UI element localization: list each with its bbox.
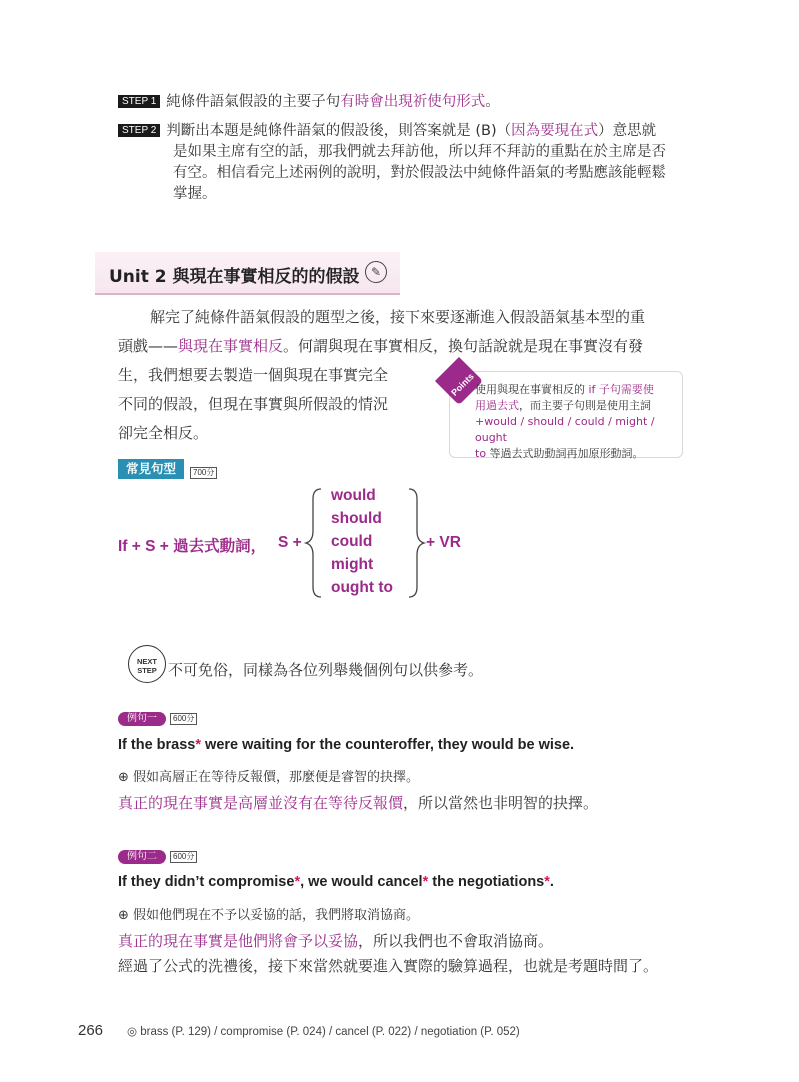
step-2-line-2: 是如果主席有空的話，那我們就去拜訪他，所以拜不拜訪的重點在於主席是否 xyxy=(173,144,666,160)
example-2-sentence-c: the negotiations xyxy=(428,874,545,890)
formula-subject: S + xyxy=(278,534,302,551)
example-1-truth-hl: 真正的現在事實是高層並沒有在等待反報價 xyxy=(118,794,404,812)
example-2-translation: ⊕ 假如他們現在不予以妥協的話，我們將取消協商。 xyxy=(118,908,420,923)
step-1-end: 。 xyxy=(485,94,500,110)
step-1-text: 純條件語氣假設的主要子句 xyxy=(166,94,341,110)
example-2-tag: 例句二 xyxy=(118,850,166,864)
step-2-text-a: 判斷出本題是純條件語氣的假設後，則答案就是 (B)（ xyxy=(166,123,512,139)
example-2-star-3: * xyxy=(544,874,550,890)
modal-ought-to: ought to xyxy=(331,579,393,596)
example-2-star-1: * xyxy=(294,874,301,890)
example-2-sentence-d: . xyxy=(549,874,554,890)
step-1-highlight: 有時會出現祈使句形式 xyxy=(340,94,486,110)
step-2-label: STEP 2 xyxy=(118,124,160,137)
page-number: 266 xyxy=(78,1022,104,1039)
step-2-block xyxy=(118,121,688,205)
example-1-truth-b: ，所以當然也非明智的抉擇。 xyxy=(403,794,599,812)
formula-verb: + VR xyxy=(426,534,461,551)
intro-line-5: 卻完全相反。 xyxy=(118,424,209,442)
example-2-score-badge: 600分 xyxy=(170,851,197,863)
intro-line-2-b: 。何謂與現在事實相反，換句話說就是現在事實沒有發 xyxy=(283,337,644,355)
example-2-truth xyxy=(118,930,553,951)
intro-highlight: 與現在事實相反 xyxy=(178,337,284,355)
points-box xyxy=(449,371,683,458)
intro-line-3: 生，我們想要去製造一個與現在事實完全 xyxy=(118,366,389,384)
example-1-tag: 例句一 xyxy=(118,712,166,726)
example-1-translation: ⊕ 假如高層正在等待反報價，那麼便是睿智的抉擇。 xyxy=(118,770,420,785)
left-brace-icon xyxy=(303,487,327,599)
step-2-text-b: ）意思就 xyxy=(598,123,657,139)
step-1-row xyxy=(118,92,693,113)
pattern-tag: 常見句型 xyxy=(118,459,184,479)
modal-might: might xyxy=(331,556,374,573)
unit-heading xyxy=(95,252,400,295)
example-2-truth-hl: 真正的現在事實是他們將會予以妥協 xyxy=(118,932,359,950)
points-line-1-hl: if 子句需要使 xyxy=(588,383,654,396)
next-step-icon-line-2: STEP xyxy=(137,666,157,675)
unit-title: Unit 2 與現在事實相反的的假設 xyxy=(109,267,360,287)
modal-would: would xyxy=(331,487,376,504)
next-step-text: 不可免俗，同樣為各位列舉幾個例句以供參考。 xyxy=(168,661,484,679)
example-2-truth-b: ，所以我們也不會取消協商。 xyxy=(358,932,554,950)
closing-text: 經過了公式的洗禮後，接下來當然就要進入實際的驗算過程，也就是考題時間了。 xyxy=(118,957,659,975)
points-line-2-b: ，而主要子句則是使用主詞 xyxy=(519,399,651,412)
points-line-3-hl: +would / should / could / might / ought xyxy=(475,415,655,444)
points-line-1-a: 使用與現在事實相反的 xyxy=(475,383,589,396)
pencil-icon: ✎ xyxy=(365,261,387,283)
example-1-sentence-b: were waiting for the counteroffer, they would be wise. xyxy=(201,737,575,753)
example-1-sentence xyxy=(118,737,574,753)
right-brace-icon xyxy=(403,487,427,599)
example-1-truth xyxy=(118,792,598,813)
step-2-line-4: 掌握。 xyxy=(173,186,217,202)
points-line-4-hl: to xyxy=(475,447,487,460)
points-text xyxy=(475,382,679,462)
points-line-2-hl: 用過去式 xyxy=(475,399,519,412)
intro-line-1: 解完了純條件語氣假設的題型之後，接下來要逐漸進入假設語氣基本型的重 xyxy=(150,308,646,326)
step-1-label: STEP 1 xyxy=(118,95,160,108)
example-1-score-badge: 600分 xyxy=(170,713,197,725)
vocabulary-reference: ◎ brass (P. 129) / compromise (P. 024) / cancel (P. 022) / negotiation (P. 052) xyxy=(127,1026,520,1038)
formula-if-clause: If + S + 過去式動詞， xyxy=(118,538,267,555)
example-1-star: * xyxy=(195,737,202,753)
points-line-4-b: 等過去式助動詞再加原形動詞。 xyxy=(486,447,644,460)
example-2-sentence-b: , we would cancel xyxy=(300,874,423,890)
next-step-icon-line-1: NEXT xyxy=(136,657,157,666)
example-1-sentence-a: If the brass xyxy=(118,737,196,753)
step-2-line-3: 有空。相信看完上述兩例的說明，對於假設法中純條件語氣的考點應該能輕鬆 xyxy=(173,165,666,181)
points-tag: Points xyxy=(435,357,483,405)
modal-could: could xyxy=(331,533,373,550)
pattern-score-badge: 700分 xyxy=(190,467,217,479)
intro-line-2-a: 頭戲—— xyxy=(118,337,179,355)
example-2-star-2: * xyxy=(422,874,429,890)
intro-line-4: 不同的假設，但現在事實與所假設的情況 xyxy=(118,395,389,413)
intro-line-2 xyxy=(118,332,643,361)
modal-should: should xyxy=(331,510,382,527)
next-step-icon xyxy=(128,645,166,683)
example-2-sentence-a: If they didn’t compromise xyxy=(118,874,295,890)
example-2-sentence xyxy=(118,874,554,890)
step-2-line-1 xyxy=(118,121,688,142)
step-2-highlight: 因為要現在式 xyxy=(511,123,599,139)
